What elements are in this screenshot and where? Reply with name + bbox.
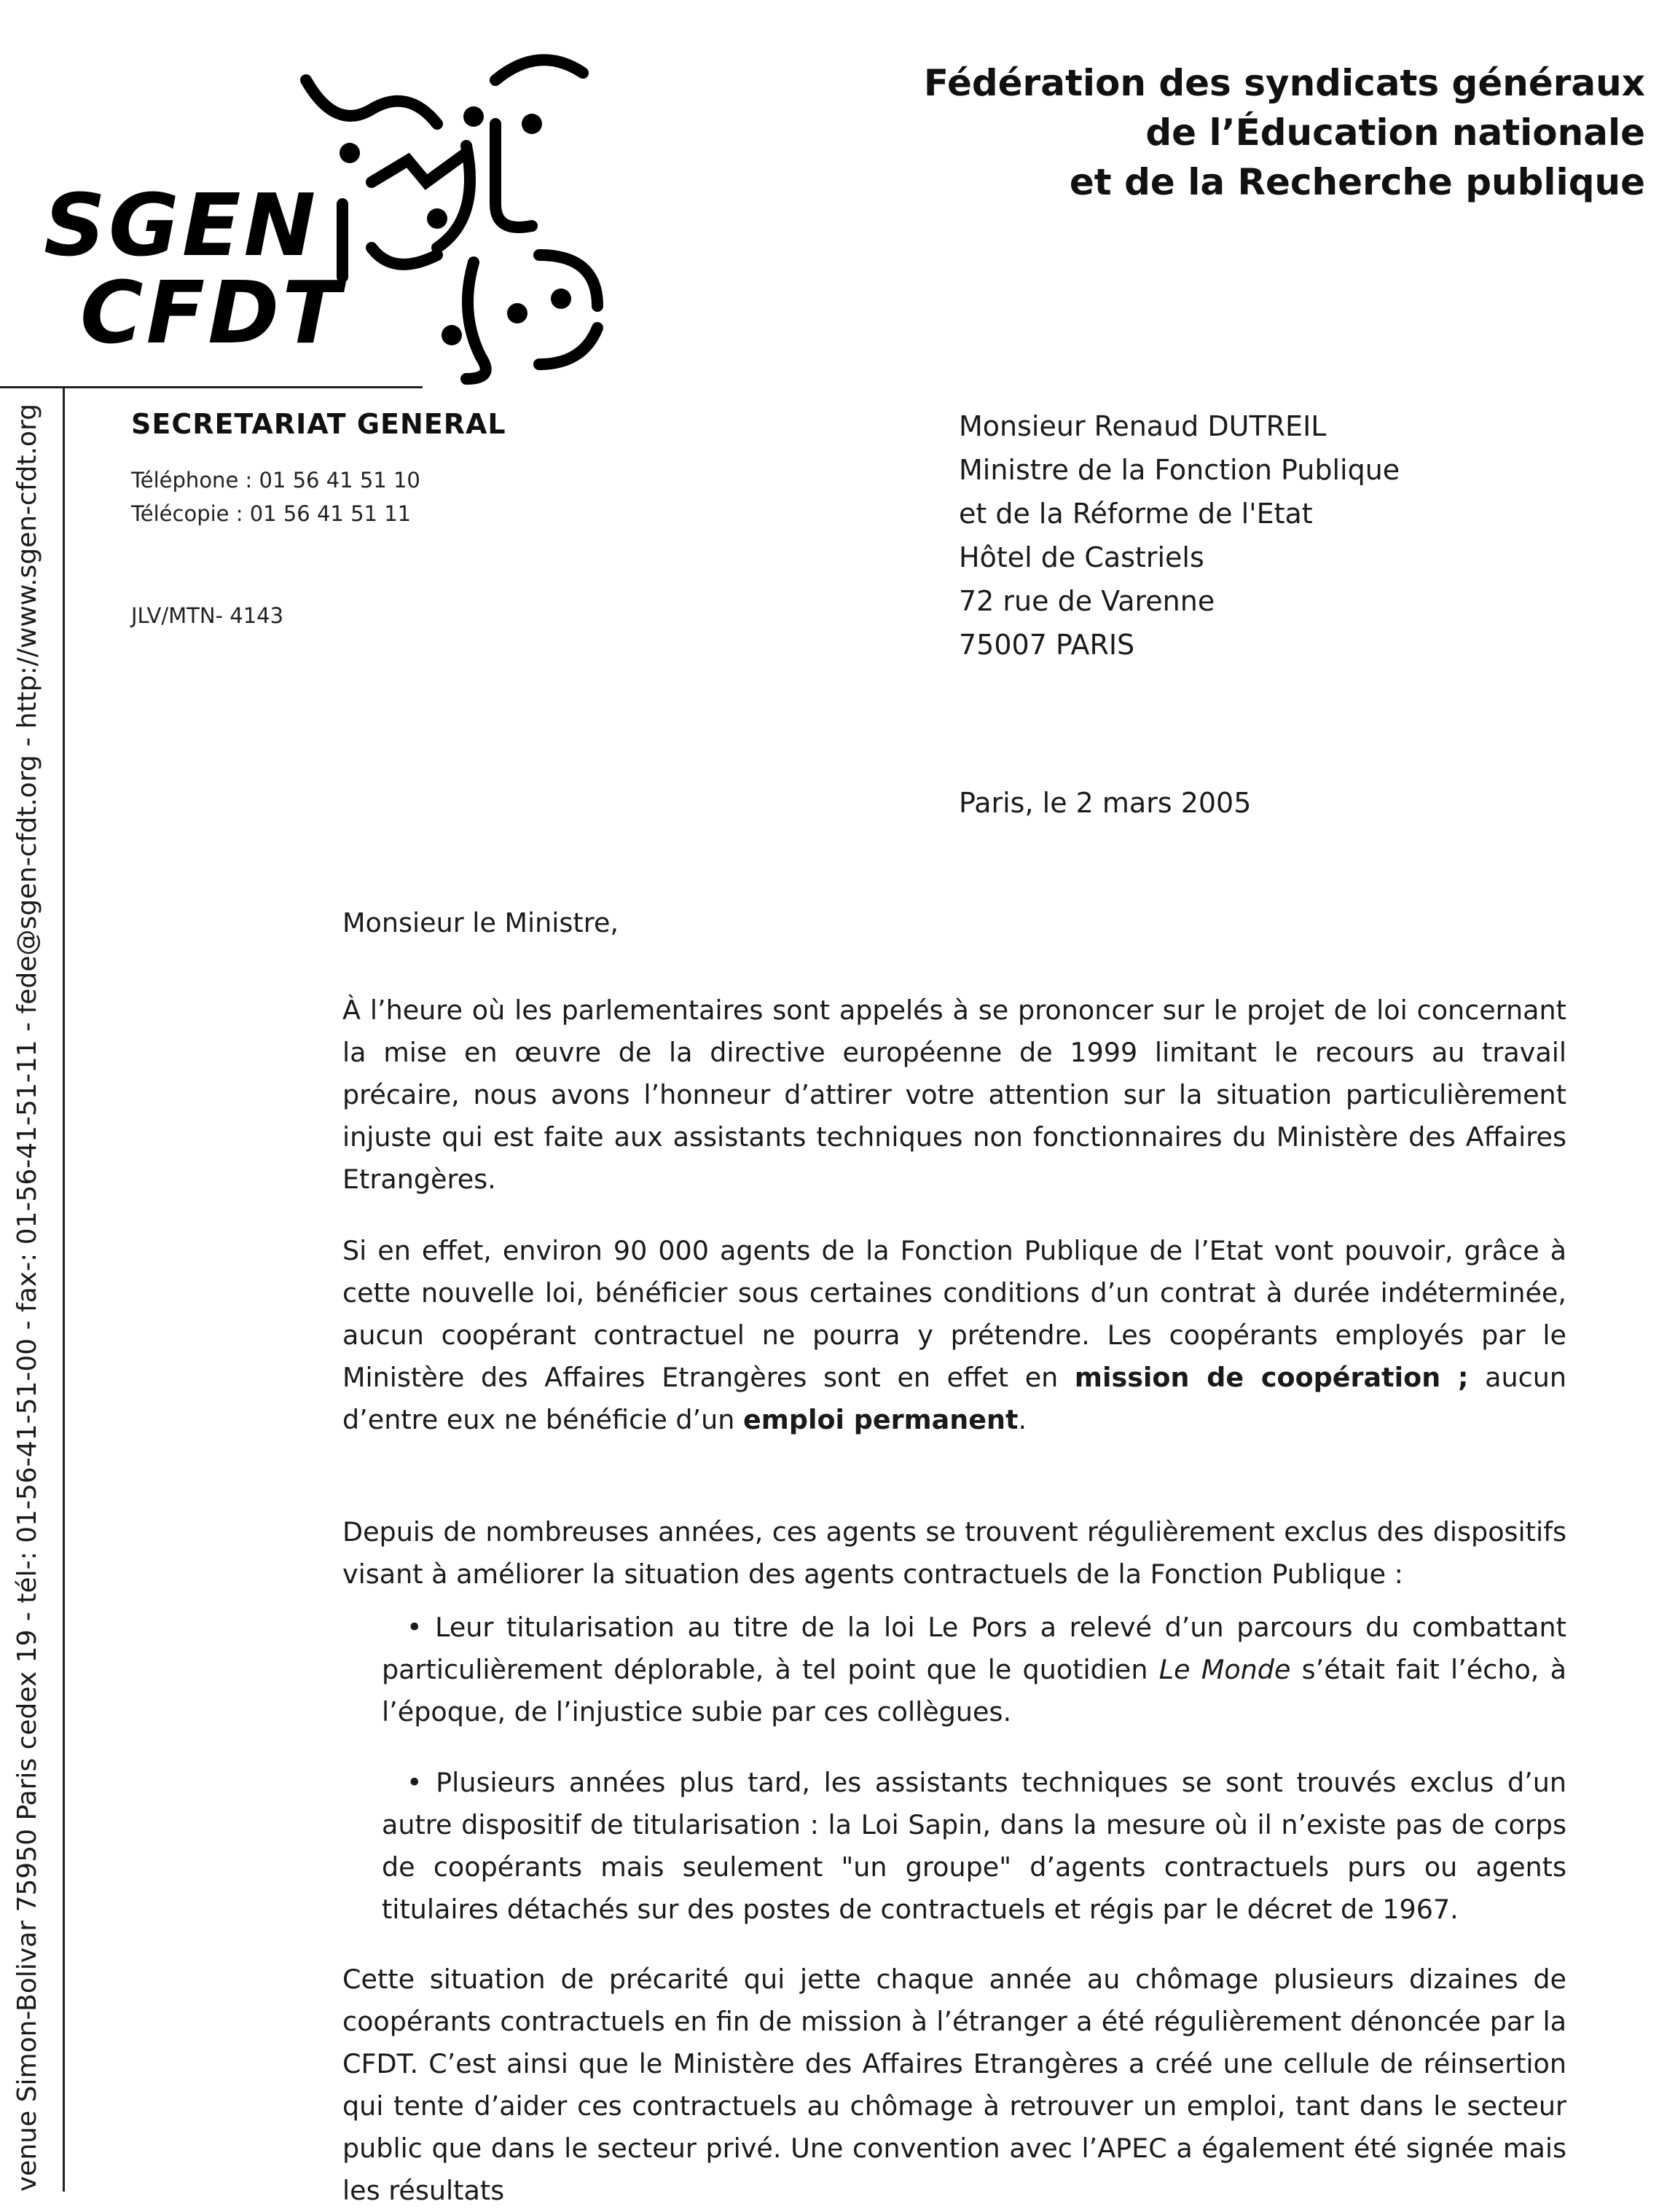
paragraph-3: Depuis de nombreuses années, ces agents se trouvent régulièrement exclus des dispositifs visant à améliorer la situation des agents contractuels de la Fonction Publique : [342,1516,1566,1590]
logo-text-sgen: SGEN [44,175,319,275]
secretariat-title: SECRETARIAT GENERAL [131,408,506,440]
recipient-line: 72 rue de Varenne [959,585,1215,617]
margin-divider [63,386,65,2192]
paragraph-2 [342,1230,1566,1441]
organization-title [924,58,1645,207]
bullet-item-1 [382,1607,1566,1733]
org-line-2: de l’Éducation nationale [1145,111,1645,154]
telephone-line: Téléphone : 01 56 41 51 10 [131,468,420,493]
bullet-1-text: s’était fait l’écho, à l’époque, de l’injustice subie par ces collègues. [382,1654,1567,1727]
paragraph-2-bold: emploi permanent [743,1404,1019,1435]
bullet-1-text: • Leur titularisation au titre de la loi Le Pors a relevé d’un parcours du combattant particulièrement déplorable, à tel point que le quotidien [382,1612,1566,1685]
bullet-item-2 [382,1762,1566,1931]
side-address-text: venue Simon-Bolivar 75950 Paris cedex 19 - tél-: 01-56-41-51-00 - fax-: 01-56-41-51-11 - fede@sgen-cfdt.org - http://www.sgen-cfdt.org [12,404,42,2192]
salutation: Monsieur le Ministre, [342,907,619,938]
recipient-line: 75007 PARIS [959,629,1135,661]
recipient-line: et de la Réforme de l'Etat [959,498,1313,530]
paragraph-2-text: aucun d’entre eux ne bénéficie d’un [342,1362,1567,1435]
recipient-line: Ministre de la Fonction Publique [959,454,1400,486]
org-line-3: et de la Recherche publique [1069,161,1645,203]
recipient-line: Hôtel de Castriels [959,541,1204,573]
paragraph-2-text: Si en effet, environ 90 000 agents de la Fonction Publique de l’Etat vont pouvoir, grâce à cette nouvelle loi, bénéficier sous certaines conditions d’un contrat à durée indéterminée, aucun coopérant contractuel ne pourra y prétendre. Les coopérants employés par le Ministère des Affaires Etrangères sont en effet en [342,1235,1566,1393]
bullet-2-text: • Plusieurs années plus tard, les assistants techniques se sont trouvés exclus d’un autre dispositif de titularisation : la Loi Sapin, dans la mesure où il n’existe pas de corps de coopérants mais seulement "un groupe" d’agents contractuels purs ou agents titulaires détachés sur des postes de contractuels et régis par le décret de 1967. [382,1767,1566,1925]
letter-date: Paris, le 2 mars 2005 [959,787,1252,819]
telecopie-line: Télécopie : 01 56 41 51 11 [131,501,412,526]
recipient-address [959,404,1400,667]
paragraph-1: À l’heure où les parlementaires sont appelés à se prononcer sur le projet de loi concernant la mise en œuvre de la directive européenne de 1999 limitant le recours au travail précaire, nous avons l’honneur d’attirer votre attention sur la situation particulièrement injuste qui est faite aux assistants techniques non fonctionnaires du Ministère des Affaires Etrangères. [342,995,1566,1195]
paragraph-4: Cette situation de précarité qui jette chaque année au chômage plusieurs dizaines de coopérants contractuels en fin de mission à l’étranger a été régulièrement dénoncée par la CFDT. C’est ainsi que le Ministère des Affaires Etrangères a créé une cellule de réinsertion qui tente d’aider ces contractuels au chômage à retrouver un emploi, tant dans le secteur public que dans le secteur privé. Une convention avec l’APEC a également été signée mais les résultats [342,1964,1566,2206]
sgen-cfdt-logo [29,36,627,386]
org-line-1: Fédération des syndicats généraux [923,62,1645,104]
recipient-line: Monsieur Renaud DUTREIL [959,410,1327,442]
paragraph-2-text: . [1018,1404,1027,1435]
reference-code: JLV/MTN- 4143 [131,603,284,628]
paragraph-2-bold: mission de coopération ; [1074,1362,1469,1393]
logo-text-cfdt: CFDT [80,262,344,363]
bullet-1-italic: Le Monde [1158,1654,1291,1685]
